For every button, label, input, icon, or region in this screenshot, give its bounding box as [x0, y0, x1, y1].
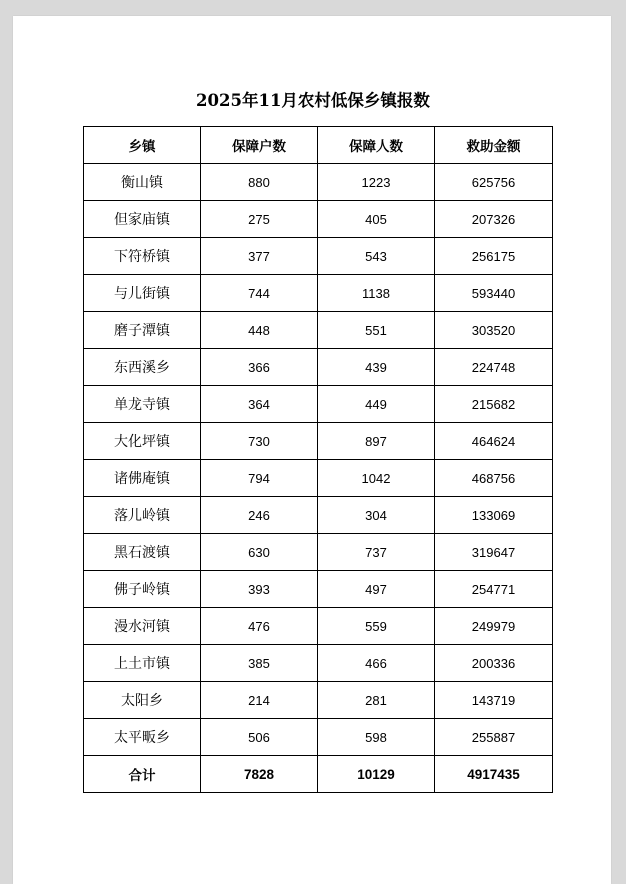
- header-township: 乡镇: [84, 127, 201, 164]
- cell-persons: 543: [318, 238, 435, 275]
- cell-township: 黑石渡镇: [84, 534, 201, 571]
- cell-amount: 133069: [435, 497, 553, 534]
- cell-persons: 449: [318, 386, 435, 423]
- table-header-row: [84, 127, 553, 164]
- table-row: [84, 571, 553, 608]
- cell-amount: 207326: [435, 201, 553, 238]
- cell-amount: 593440: [435, 275, 553, 312]
- cell-households: 275: [201, 201, 318, 238]
- cell-persons: 737: [318, 534, 435, 571]
- cell-amount: 224748: [435, 349, 553, 386]
- cell-township: 诸佛庵镇: [84, 460, 201, 497]
- table-row: [84, 645, 553, 682]
- cell-persons: 1138: [318, 275, 435, 312]
- cell-persons: 497: [318, 571, 435, 608]
- cell-persons: 281: [318, 682, 435, 719]
- cell-persons: 304: [318, 497, 435, 534]
- cell-township: 但家庙镇: [84, 201, 201, 238]
- report-title: 2025年11月农村低保乡镇报数: [196, 91, 430, 110]
- cell-households: 246: [201, 497, 318, 534]
- cell-township: 下符桥镇: [84, 238, 201, 275]
- cell-households: 880: [201, 164, 318, 201]
- cell-township: 太平畈乡: [84, 719, 201, 756]
- cell-amount: 256175: [435, 238, 553, 275]
- cell-households: 730: [201, 423, 318, 460]
- table-row: [84, 423, 553, 460]
- cell-amount: 200336: [435, 645, 553, 682]
- cell-households: 377: [201, 238, 318, 275]
- cell-households: 448: [201, 312, 318, 349]
- cell-township: 磨子潭镇: [84, 312, 201, 349]
- cell-township: 东西溪乡: [84, 349, 201, 386]
- cell-households: 366: [201, 349, 318, 386]
- cell-township: 太阳乡: [84, 682, 201, 719]
- header-amount: 救助金额: [435, 127, 553, 164]
- cell-households: 744: [201, 275, 318, 312]
- cell-amount: 464624: [435, 423, 553, 460]
- cell-persons: 598: [318, 719, 435, 756]
- cell-amount: 625756: [435, 164, 553, 201]
- cell-persons: 1042: [318, 460, 435, 497]
- table-row: [84, 349, 553, 386]
- cell-households: 506: [201, 719, 318, 756]
- table-row: [84, 164, 553, 201]
- table-row: [84, 719, 553, 756]
- cell-amount: 249979: [435, 608, 553, 645]
- table-row: [84, 238, 553, 275]
- total-amount: 4917435: [435, 756, 553, 793]
- cell-township: 上土市镇: [84, 645, 201, 682]
- total-persons: 10129: [318, 756, 435, 793]
- cell-persons: 559: [318, 608, 435, 645]
- cell-township: 与儿街镇: [84, 275, 201, 312]
- cell-township: 大化坪镇: [84, 423, 201, 460]
- table-row: [84, 275, 553, 312]
- cell-persons: 405: [318, 201, 435, 238]
- table-body: [84, 164, 553, 756]
- header-households: 保障户数: [201, 127, 318, 164]
- cell-persons: 897: [318, 423, 435, 460]
- table-total-row: [84, 756, 553, 793]
- cell-amount: 468756: [435, 460, 553, 497]
- cell-persons: 1223: [318, 164, 435, 201]
- header-persons: 保障人数: [318, 127, 435, 164]
- cell-persons: 551: [318, 312, 435, 349]
- cell-amount: 303520: [435, 312, 553, 349]
- cell-amount: 255887: [435, 719, 553, 756]
- cell-persons: 439: [318, 349, 435, 386]
- cell-township: 漫水河镇: [84, 608, 201, 645]
- cell-township: 佛子岭镇: [84, 571, 201, 608]
- cell-township: 单龙寺镇: [84, 386, 201, 423]
- cell-amount: 319647: [435, 534, 553, 571]
- total-households: 7828: [201, 756, 318, 793]
- cell-amount: 215682: [435, 386, 553, 423]
- cell-households: 794: [201, 460, 318, 497]
- cell-amount: 254771: [435, 571, 553, 608]
- cell-township: 落儿岭镇: [84, 497, 201, 534]
- cell-households: 214: [201, 682, 318, 719]
- total-label: 合计: [84, 756, 201, 793]
- cell-persons: 466: [318, 645, 435, 682]
- cell-households: 364: [201, 386, 318, 423]
- low-income-report-table: [83, 126, 553, 793]
- table-row: [84, 682, 553, 719]
- table-row: [84, 497, 553, 534]
- table-row: [84, 386, 553, 423]
- table-row: [84, 534, 553, 571]
- table-row: [84, 312, 553, 349]
- cell-township: 衡山镇: [84, 164, 201, 201]
- cell-amount: 143719: [435, 682, 553, 719]
- table-row: [84, 608, 553, 645]
- cell-households: 385: [201, 645, 318, 682]
- table-row: [84, 460, 553, 497]
- cell-households: 393: [201, 571, 318, 608]
- cell-households: 476: [201, 608, 318, 645]
- cell-households: 630: [201, 534, 318, 571]
- table-row: [84, 201, 553, 238]
